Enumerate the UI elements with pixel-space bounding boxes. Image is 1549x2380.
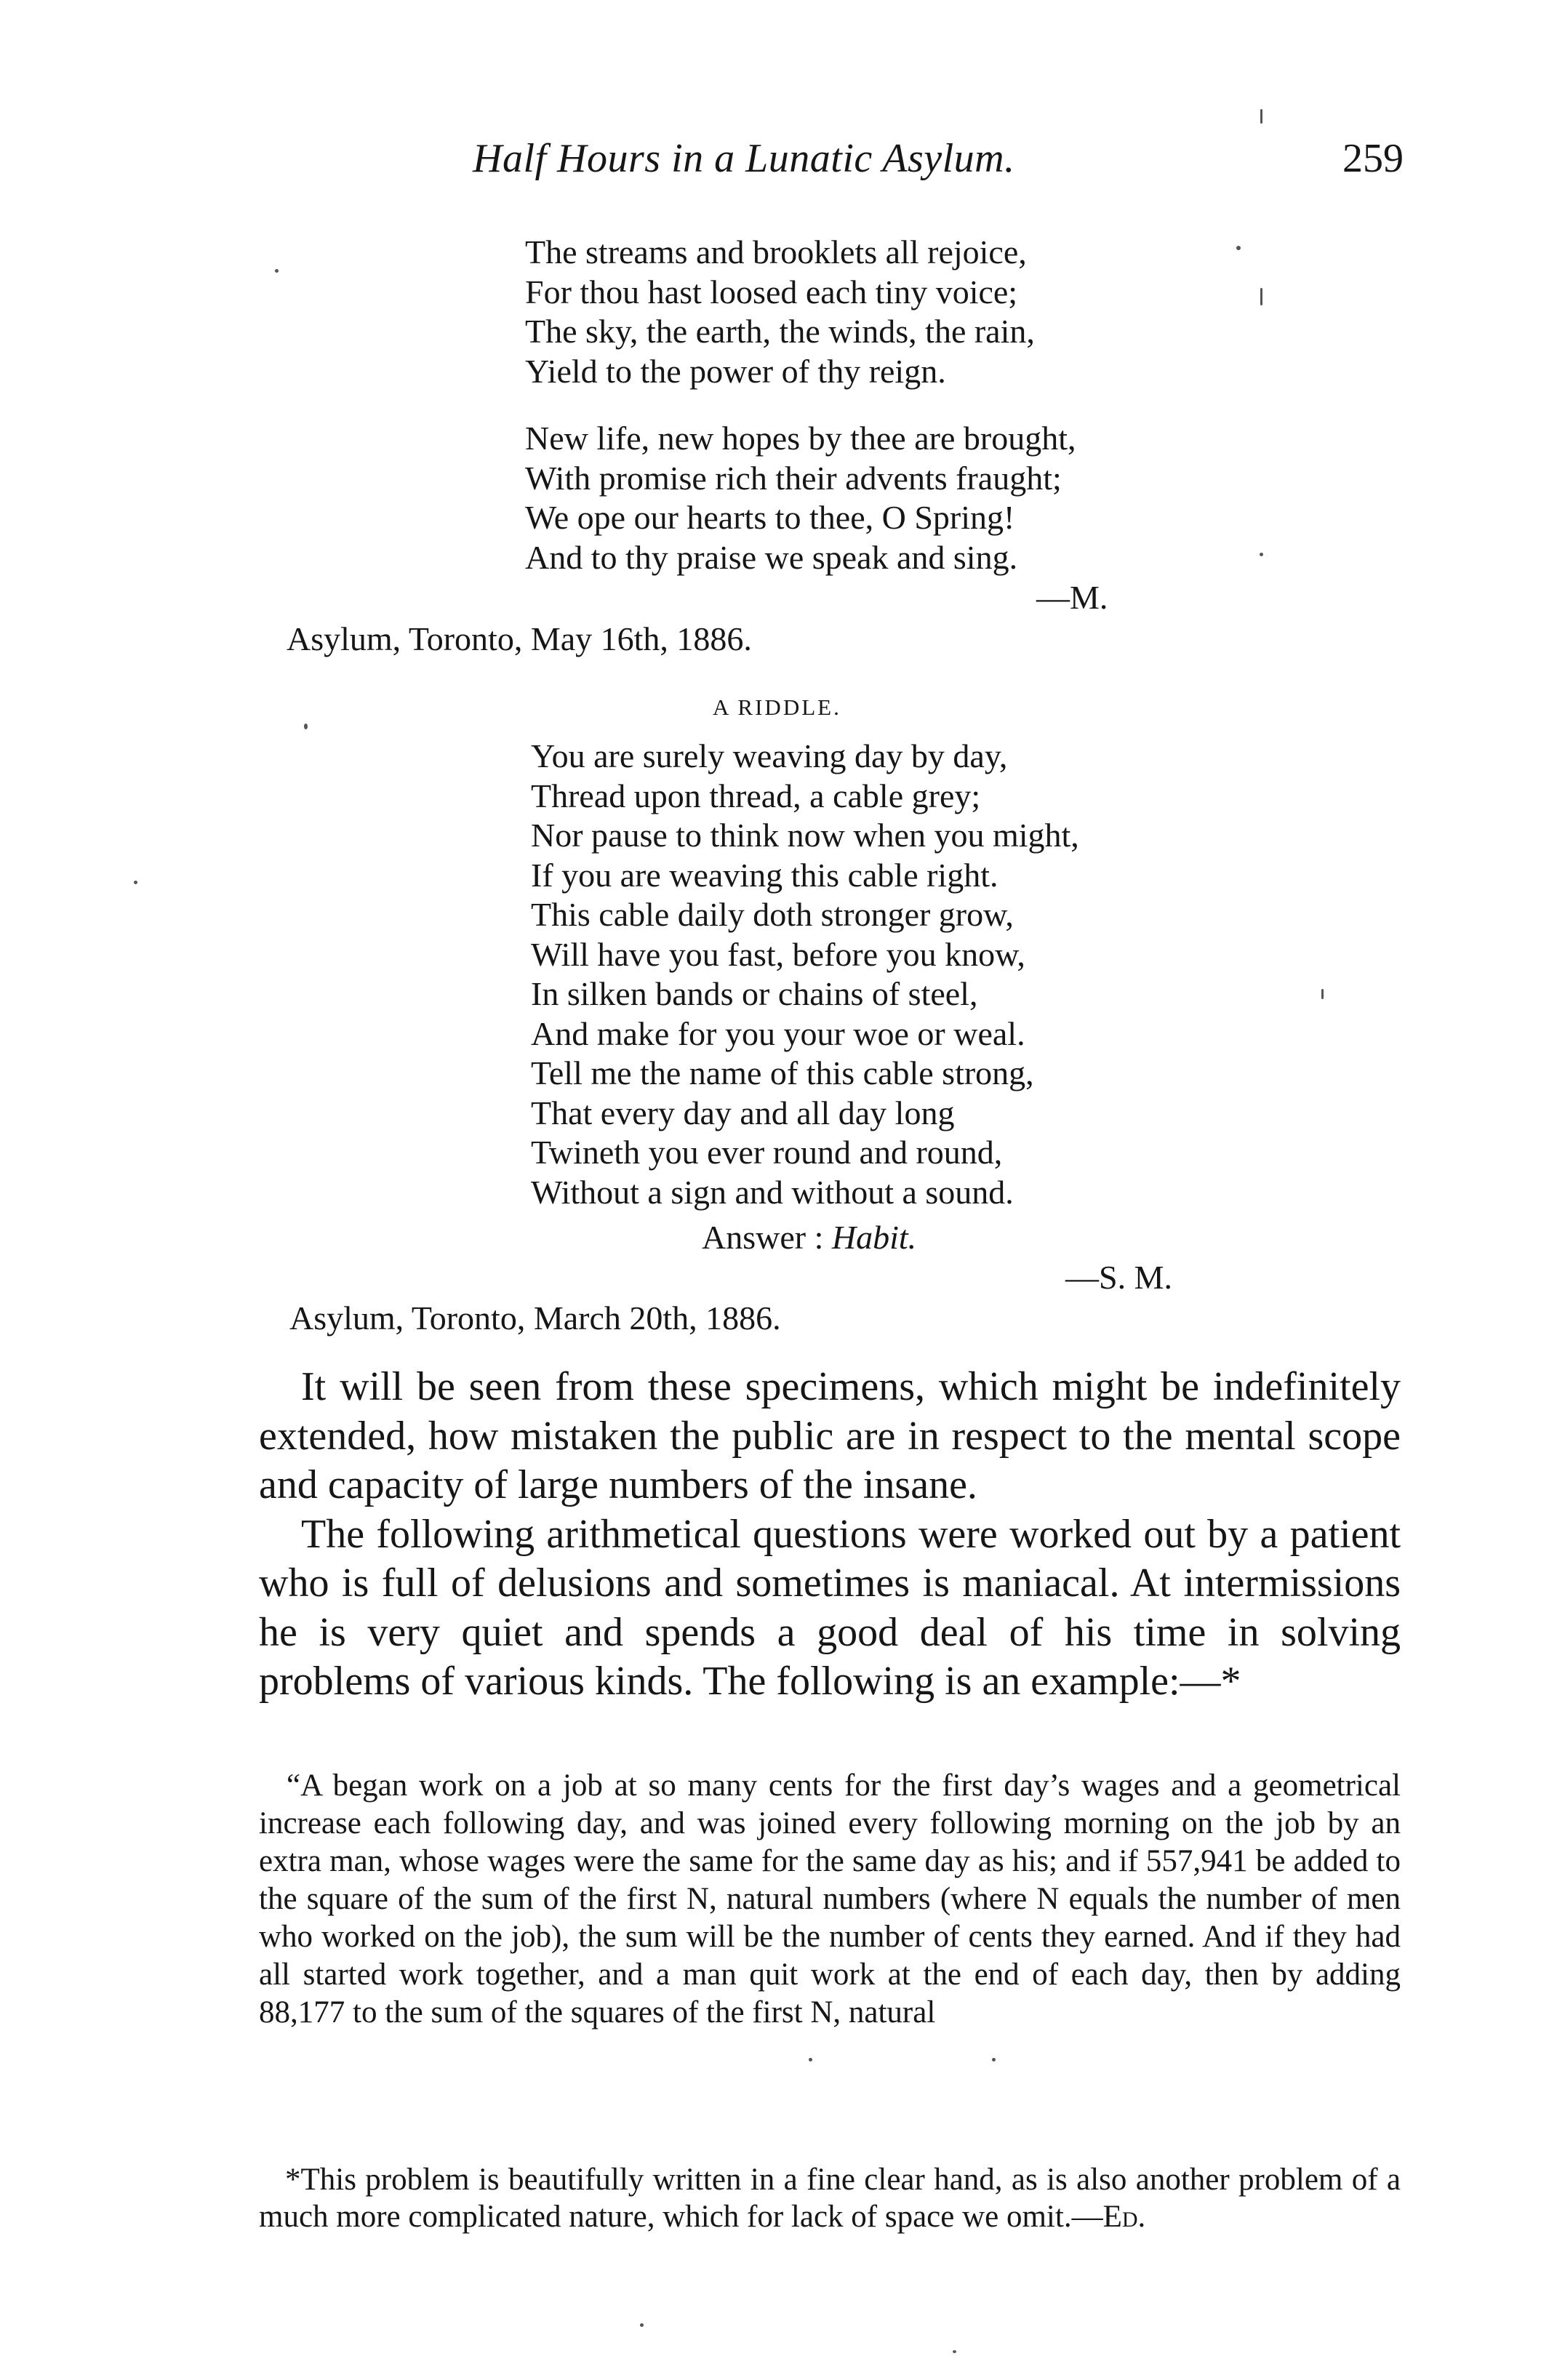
body-paragraph: The following arithmetical questions were worked out by a patient who is full of delusions and sometimes is maniacal. At intermissions he is very quiet and spends a good deal of his time in solving problems of various kinds. The following is an example:—*: [259, 1511, 1401, 1704]
footnote: [259, 2161, 1401, 2235]
page-number: 259: [1342, 136, 1404, 181]
poem-stanza-1: [525, 233, 1076, 391]
poem-line: With promise rich their advents fraught;: [525, 459, 1062, 497]
print-speck: [275, 269, 279, 273]
print-speck: [134, 881, 137, 884]
body-paragraph: It will be seen from these specimens, which might be indefinitely extended, how mistaken the public are in respect to the mental scope and capacity of large numbers of the insane.: [259, 1364, 1401, 1507]
riddle-poem: [531, 737, 1079, 1212]
riddle-line: And make for you your woe or weal.: [531, 1014, 1025, 1052]
print-speck: [953, 2350, 956, 2353]
riddle-signature: —S. M.: [1065, 1259, 1172, 1296]
answer-label: Answer :: [702, 1219, 824, 1256]
spring-poem: [525, 233, 1076, 577]
riddle-line: Nor pause to think now when you might,: [531, 817, 1079, 854]
stanza-gap: [525, 391, 1076, 419]
poem-line: The streams and brooklets all rejoice,: [525, 233, 1027, 271]
poem-line: And to thy praise we speak and sing.: [525, 538, 1018, 576]
riddle-line: Without a sign and without a sound.: [531, 1173, 1014, 1211]
poem-stanza-2: [525, 419, 1076, 577]
print-speck: [1236, 246, 1241, 250]
poem-line: The sky, the earth, the winds, the rain,: [525, 313, 1035, 350]
print-speck: [1260, 553, 1263, 556]
riddle-answer: [702, 1218, 916, 1257]
print-speck: [992, 2058, 996, 2062]
body-text: [259, 1363, 1401, 1707]
poem-line: For thou hast loosed each tiny voice;: [525, 273, 1018, 310]
poem-signature: —M.: [1036, 579, 1108, 616]
page-header: [276, 135, 1404, 193]
print-speck: [1260, 288, 1262, 305]
riddle-dateline: Asylum, Toronto, March 20th, 1886.: [289, 1299, 781, 1337]
riddle-line: You are surely weaving day by day,: [531, 737, 1008, 774]
quote-paragraph: “A began work on a job at so many cents for the first day’s wages and a geometrical increase each following day, and was joined every following morning on the job by an extra man, whose wages were the same for the same day as his; and if 557,941 be added to the square of the sum of the first N, natural numbers (where N equals the number of men who worked on the job), the sum will be the number of cents they earned. And if they had all started work together, and a man quit work at the end of each day, then by adding 88,177 to the sum of the squares of the first N, natural: [259, 1768, 1401, 2030]
riddle-line: Thread upon thread, a cable grey;: [531, 777, 981, 814]
running-title: Half Hours in a Lunatic Asylum.: [473, 136, 1015, 181]
print-speck: [640, 2323, 644, 2327]
problem-quote: [259, 1767, 1401, 2032]
riddle-line: This cable daily doth stronger grow,: [531, 896, 1014, 933]
editor-tag: Ed.: [1102, 2200, 1146, 2234]
riddle-line: In silken bands or chains of steel,: [531, 975, 978, 1012]
riddle-line: Tell me the name of this cable strong,: [531, 1054, 1034, 1091]
poem-dateline: Asylum, Toronto, May 16th, 1886.: [287, 620, 752, 657]
footnote-paragraph: [259, 2161, 1401, 2235]
print-speck: [809, 2058, 812, 2062]
print-speck: [1260, 109, 1262, 124]
riddle-title: A RIDDLE.: [713, 694, 841, 720]
poem-line: We ope our hearts to thee, O Spring!: [525, 499, 1015, 536]
riddle-line: If you are weaving this cable right.: [531, 856, 998, 894]
riddle-line: Will have you fast, before you know,: [531, 935, 1025, 973]
print-speck: [304, 724, 308, 729]
riddle-line: Twineth you ever round and round,: [531, 1134, 1003, 1171]
print-speck: [1321, 989, 1324, 999]
riddle-line: That every day and all day long: [531, 1094, 955, 1131]
answer-word: Habit.: [831, 1219, 917, 1256]
poem-line: Yield to the power of thy reign.: [525, 352, 946, 390]
footnote-text: *This problem is beautifully written in a fine clear hand, as is also another problem of a much more complicated nature, which for lack of space we omit.—: [259, 2163, 1401, 2234]
poem-line: New life, new hopes by thee are brought,: [525, 420, 1076, 457]
